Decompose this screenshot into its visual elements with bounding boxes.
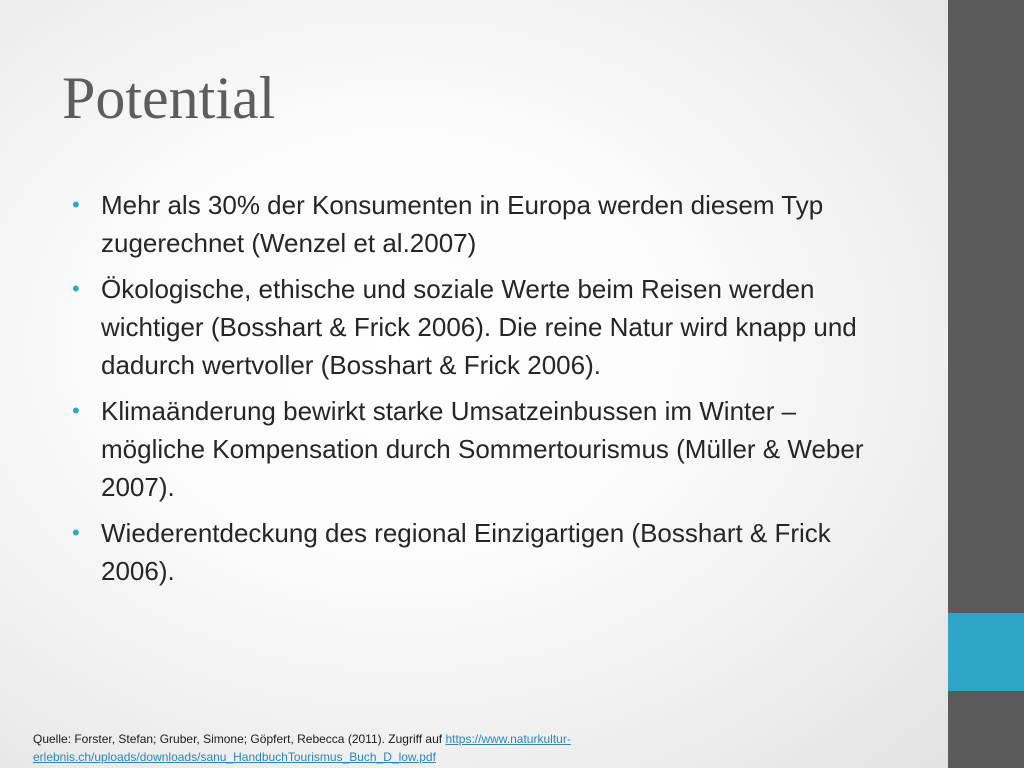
sidebar-accent-block — [948, 613, 1024, 691]
bullet-text: Mehr als 30% der Konsumenten in Europa werden diesem Typ zugerechnet (Wenzel et al.2007) — [101, 190, 824, 258]
bullet-dot-icon: • — [72, 398, 80, 423]
bullet-item — [72, 270, 902, 384]
bullet-text: Klimaänderung bewirkt starke Umsatzeinbussen im Winter – mögliche Kompensation durch Sommertourismus (Müller & Weber 2007). — [101, 396, 864, 502]
bullet-item — [72, 186, 902, 262]
bullet-text: Wiederentdeckung des regional Einzigartigen (Bosshart & Frick 2006). — [101, 518, 831, 586]
source-citation — [33, 730, 733, 766]
source-link[interactable]: https://www.naturkultur-erlebnis.ch/uploads/downloads/sanu_HandbuchTourismus_Buch_D_low.pdf — [33, 732, 571, 764]
source-text: Quelle: Forster, Stefan; Gruber, Simone; Göpfert, Rebecca (2011). Zugriff auf — [33, 732, 446, 746]
bullet-dot-icon: • — [72, 192, 80, 217]
slide-title: Potential — [62, 65, 276, 131]
bullet-dot-icon: • — [72, 520, 80, 545]
bullet-dot-icon: • — [72, 276, 80, 301]
bullet-item — [72, 392, 902, 506]
bullet-text: Ökologische, ethische und soziale Werte beim Reisen werden wichtiger (Bosshart & Frick 2006). Die reine Natur wird knapp und dadurch wertvoller (Bosshart & Frick 2006). — [101, 274, 857, 380]
bullet-list — [72, 186, 902, 598]
bullet-item — [72, 514, 902, 590]
